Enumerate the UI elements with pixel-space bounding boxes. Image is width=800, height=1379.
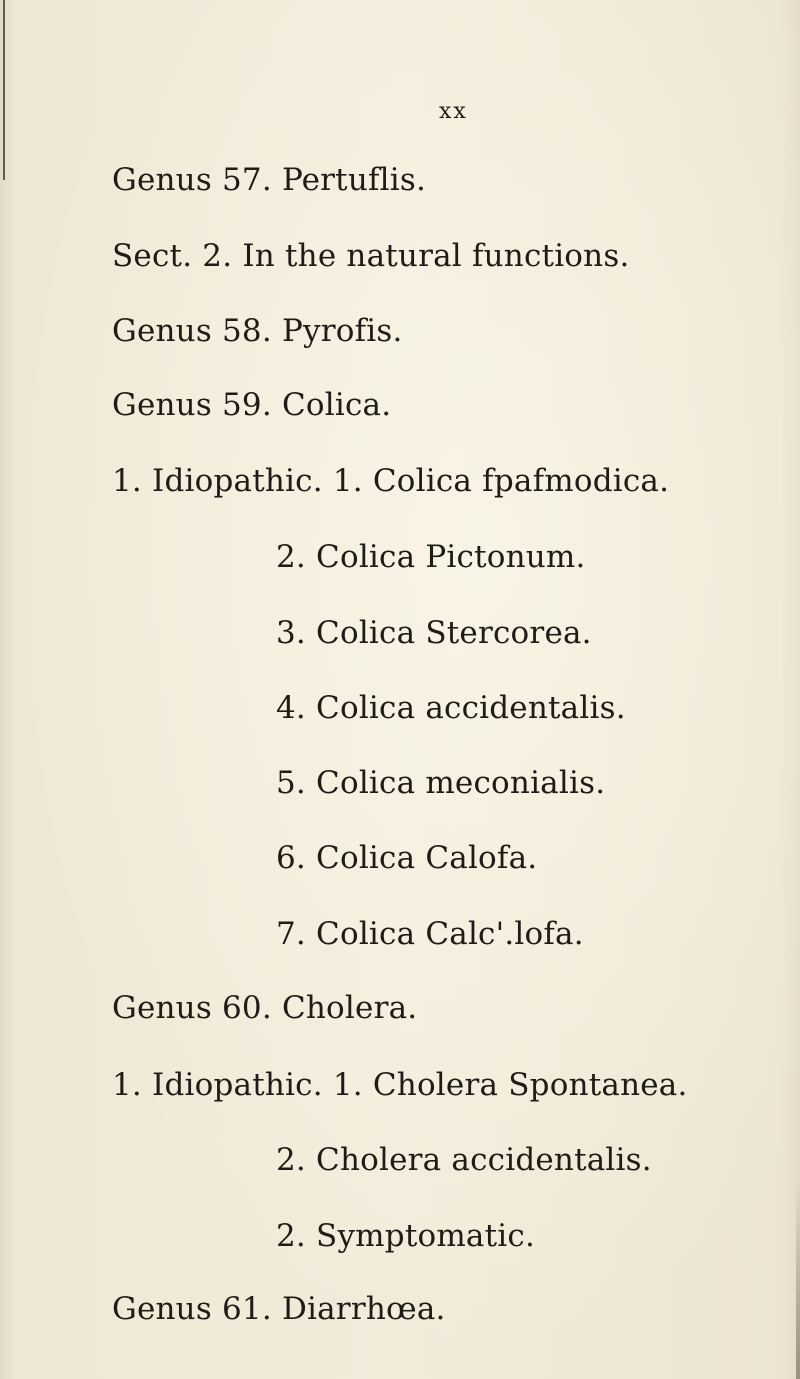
binding-shadow <box>3 0 5 180</box>
genus-58-line: Genus 58. Pyrofis. <box>112 313 403 349</box>
cholera-item-2: 2. Cholera accidentalis. <box>276 1142 652 1178</box>
genus-60-line: Genus 60. Cholera. <box>112 990 418 1026</box>
cholera-idiopathic-line: 1. Idiopathic. 1. Cholera Spontanea. <box>112 1067 688 1103</box>
colica-item-5: 5. Colica meconialis. <box>276 765 606 801</box>
genus-61-line: Genus 61. Diarrhœa. <box>112 1291 446 1327</box>
symptomatic-line: 2. Symptomatic. <box>276 1218 536 1254</box>
colica-item-3: 3. Colica Stercorea. <box>276 615 592 651</box>
colica-item-4: 4. Colica accidentalis. <box>276 690 626 726</box>
section-2-heading: Sect. 2. In the natural functions. <box>112 238 630 274</box>
page-edge-shadow <box>796 1180 800 1379</box>
page-header: xx <box>439 99 468 124</box>
colica-item-2: 2. Colica Pictonum. <box>276 539 586 575</box>
colica-item-6: 6. Colica Calofa. <box>276 840 538 876</box>
genus-59-line: Genus 59. Colica. <box>112 387 392 423</box>
colica-item-7: 7. Colica Calc'.lofa. <box>276 916 584 952</box>
colica-idiopathic-line: 1. Idiopathic. 1. Colica fpafmodica. <box>112 463 670 499</box>
genus-57-line: Genus 57. Pertuflis. <box>112 162 427 198</box>
